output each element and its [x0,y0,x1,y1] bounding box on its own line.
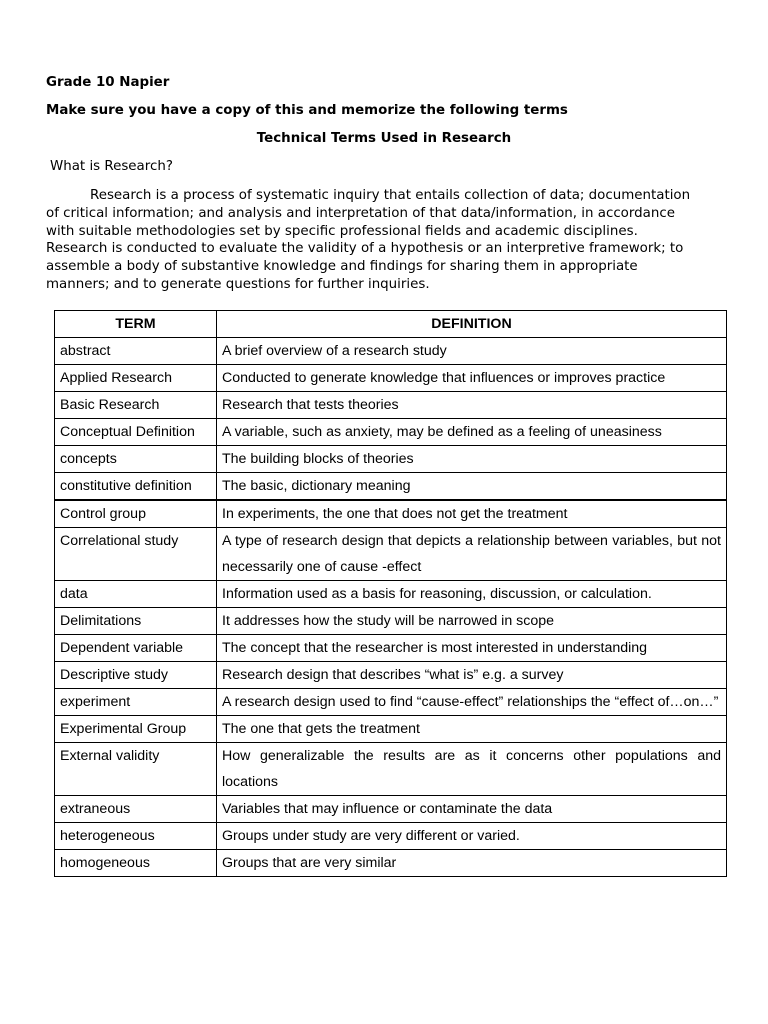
table-row [55,796,727,823]
table-row [55,850,727,877]
definition-cell: How generalizable the results are as it concerns other populations and locations [217,743,727,796]
table-row [55,689,727,716]
term-cell: Basic Research [55,392,217,419]
intro-question: What is Research? [50,159,173,174]
term-cell: abstract [55,338,217,365]
term-cell: Control group [55,500,217,528]
term-cell: Correlational study [55,528,217,581]
definition-cell: A type of research design that depicts a relationship between variables, but not necessarily one of cause -effect [217,528,727,581]
terms-table [54,310,727,877]
definition-cell: The building blocks of theories [217,446,727,473]
table-row [55,662,727,689]
paragraph-line: of critical information; and analysis and interpretation of that data/information, in accordance [46,205,675,221]
table-row [55,823,727,850]
term-cell: Applied Research [55,365,217,392]
table-row [55,743,727,796]
term-cell: concepts [55,446,217,473]
definition-cell: Information used as a basis for reasoning, discussion, or calculation. [217,581,727,608]
term-cell: Descriptive study [55,662,217,689]
table-row [55,635,727,662]
definition-cell: Research design that describes “what is” e.g. a survey [217,662,727,689]
term-cell: experiment [55,689,217,716]
paragraph-line: Research is a process of systematic inquiry that entails collection of data; documentation [90,188,691,203]
definition-cell: The concept that the researcher is most interested in understanding [217,635,727,662]
document-title: Technical Terms Used in Research [256,131,512,146]
term-cell: constitutive definition [55,473,217,501]
table-row [55,716,727,743]
term-cell: extraneous [55,796,217,823]
definition-cell: Conducted to generate knowledge that influences or improves practice [217,365,727,392]
grade-heading: Grade 10 Napier [46,75,170,90]
table-row [55,608,727,635]
term-cell: homogeneous [55,850,217,877]
paragraph-line: manners; and to generate questions for further inquiries. [46,276,430,292]
paragraph-line: with suitable methodologies set by specific professional fields and academic disciplines. [46,223,638,239]
table-row [55,338,727,365]
table-row [55,581,727,608]
definition-cell: Groups under study are very different or varied. [217,823,727,850]
definition-cell: The basic, dictionary meaning [217,473,727,501]
definition-cell: Research that tests theories [217,392,727,419]
definition-column-header: DEFINITION [217,311,727,338]
intro-paragraph [46,187,746,294]
table-row [55,446,727,473]
table-row [55,419,727,446]
table-row [55,392,727,419]
term-cell: Delimitations [55,608,217,635]
paragraph-line: assemble a body of substantive knowledge and findings for sharing them in appropriate [46,259,638,275]
term-cell: Conceptual Definition [55,419,217,446]
table-row [55,365,727,392]
definition-cell: A variable, such as anxiety, may be defined as a feeling of uneasiness [217,419,727,446]
table-row [55,500,727,528]
definition-cell: A brief overview of a research study [217,338,727,365]
instruction-heading: Make sure you have a copy of this and memorize the following terms [46,103,568,118]
term-cell: data [55,581,217,608]
definition-cell: The one that gets the treatment [217,716,727,743]
term-cell: External validity [55,743,217,796]
definition-cell: Variables that may influence or contaminate the data [217,796,727,823]
definition-cell: It addresses how the study will be narrowed in scope [217,608,727,635]
term-cell: heterogeneous [55,823,217,850]
term-cell: Dependent variable [55,635,217,662]
table-row [55,473,727,501]
table-row [55,528,727,581]
definition-cell: Groups that are very similar [217,850,727,877]
definition-cell: A research design used to find “cause-effect” relationships the “effect of…on…” [217,689,727,716]
table-header-row [55,311,727,338]
term-cell: Experimental Group [55,716,217,743]
term-column-header: TERM [55,311,217,338]
definition-cell: In experiments, the one that does not get the treatment [217,500,727,528]
paragraph-line: Research is conducted to evaluate the validity of a hypothesis or an interpretive framework; to [46,241,684,257]
